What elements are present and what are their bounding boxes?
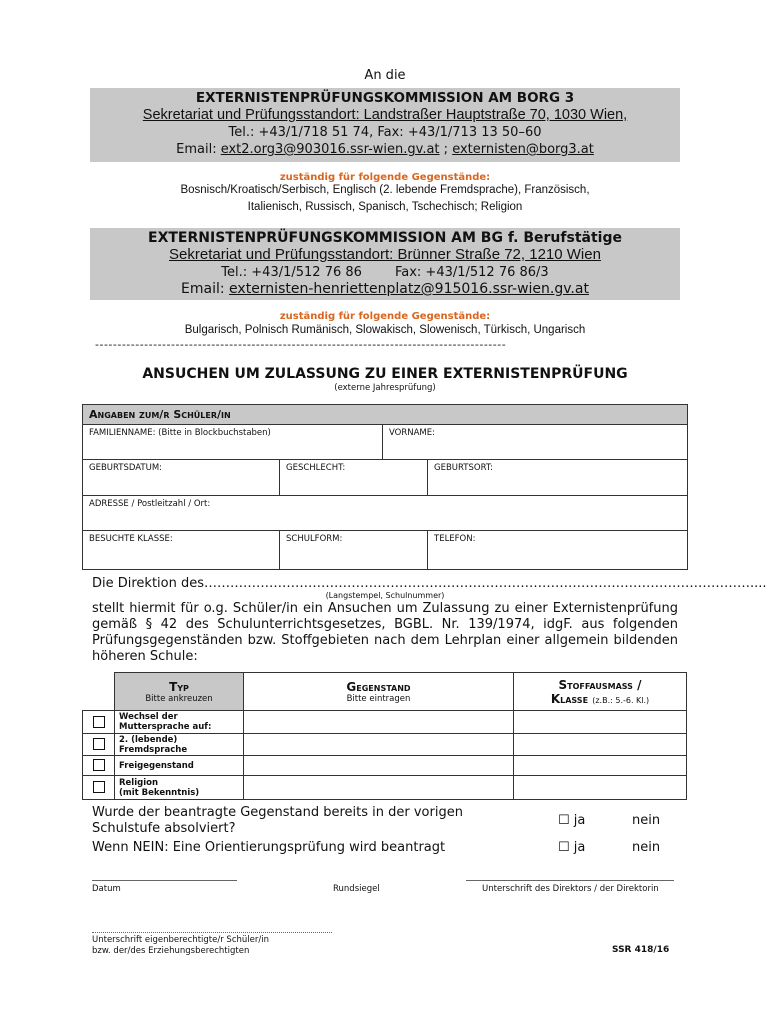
gegenstand-input[interactable] xyxy=(244,776,514,800)
form-row xyxy=(83,531,687,569)
subjects-line: Italienisch, Russisch, Spanisch, Tschechisch; Religion xyxy=(247,201,523,213)
email-label: Email: xyxy=(181,281,230,297)
commission-box-bg-berufstaetige xyxy=(90,228,680,300)
question-previous-grade xyxy=(92,805,512,837)
checkbox[interactable] xyxy=(93,716,105,728)
commission-box-borg3 xyxy=(90,88,680,162)
familienname-field[interactable] xyxy=(83,425,383,459)
email-link[interactable]: ext2.org3@903016.ssr-wien.gv.at xyxy=(220,142,440,157)
question-line: Wurde der beantragte Gegenstand bereits in der vorigen xyxy=(92,805,463,820)
form-code: SSR 418/16 xyxy=(612,945,670,955)
student-form-header: Angaben zum/r Schüler/in xyxy=(83,405,687,425)
rundsiegel-label: Rundsiegel xyxy=(333,884,380,894)
responsible-label: zuständig für folgende Gegenstände: xyxy=(279,311,491,322)
field-label: SCHULFORM: xyxy=(286,534,343,544)
typ-line: Religion xyxy=(119,777,159,788)
commission-location: Sekretariat und Prüfungsstandort: Landstraßer Hauptstraße 70, 1030 Wien, xyxy=(142,107,628,123)
direktion-line: Die Direktion des……………………………………………………………………………………………………………….... xyxy=(92,576,767,591)
checkbox-cell[interactable] xyxy=(83,711,115,734)
klasse-field[interactable] xyxy=(83,531,280,569)
table-row xyxy=(83,734,687,756)
email-link[interactable]: externisten-henriettenplatz@915016.ssr-wien.gv.at xyxy=(229,281,589,297)
commission-email-line xyxy=(90,141,680,158)
subjects-line: Bulgarisch, Polnisch Rumänisch, Slowakisch, Slowenisch, Türkisch, Ungarisch xyxy=(184,324,586,336)
stoff-title: Stoffausmaß / xyxy=(558,677,642,692)
empty-corner xyxy=(83,673,115,711)
table-row xyxy=(83,756,687,776)
gegenstand-header xyxy=(244,673,514,711)
gegenstand-input[interactable] xyxy=(244,711,514,734)
typ-line: Wechsel der xyxy=(119,712,178,722)
application-paragraph: stellt hiermit für o.g. Schüler/in ein Ansuchen um Zulassung zu einer Externistenprüfung gemäß § 42 des Schulunterrichtsgesetzes, BGBL. Nr. 139/1974, idgF. aus folgenden Prüfungsgegenständen bzw. Stoffgebieten nach dem Lehrplan einer allgemein bildenden höheren Schule: xyxy=(92,601,678,664)
gegenstand-subtitle: Bitte eintragen xyxy=(346,693,411,704)
field-label: FAMILIENNAME: (Bitte in Blockbuchstaben) xyxy=(89,428,271,438)
commission-title: EXTERNISTENPRÜFUNGSKOMMISSION AM BORG 3 xyxy=(195,90,575,106)
field-label: BESUCHTE KLASSE: xyxy=(89,534,173,544)
guardian-signature-line[interactable] xyxy=(92,932,332,933)
stoff-input[interactable] xyxy=(514,776,687,800)
field-label: VORNAME: xyxy=(389,428,436,438)
adresse-field[interactable] xyxy=(83,496,687,530)
checkbox[interactable] xyxy=(93,738,105,750)
typ-line: Muttersprache auf: xyxy=(119,722,212,732)
gegenstand-input[interactable] xyxy=(244,756,514,776)
subjects-list xyxy=(0,322,770,339)
dashed-divider: -------------------------------------------------------------------------------------------- xyxy=(95,338,507,351)
typ-subtitle: Bitte ankreuzen xyxy=(145,693,213,704)
klasse-note: (z.B.: 5.-6. Kl.) xyxy=(592,695,650,705)
commission-email-line xyxy=(90,281,680,298)
commission-location: Sekretariat und Prüfungsstandort: Brünner Straße 72, 1210 Wien xyxy=(169,246,601,263)
commission-title: EXTERNISTENPRÜFUNGSKOMMISSION AM BG f. Berufstätige xyxy=(148,230,622,246)
typ-label xyxy=(115,734,244,756)
form-row xyxy=(83,425,687,460)
director-signature-label: Unterschrift des Direktors / der Direktorin xyxy=(482,884,659,894)
schulform-field[interactable] xyxy=(280,531,428,569)
gegenstand-title: Gegenstand xyxy=(346,679,411,694)
typ-line: (mit Bekenntnis) xyxy=(119,787,200,798)
commission-phone: Tel.: +43/1/512 76 86 Fax: +43/1/512 76 86/3 xyxy=(221,265,549,280)
nein-option[interactable]: nein xyxy=(632,813,661,828)
checkbox-cell[interactable] xyxy=(83,776,115,800)
telefon-field[interactable] xyxy=(428,531,687,569)
field-label: GESCHLECHT: xyxy=(286,463,346,473)
typ-title: Typ xyxy=(169,679,189,694)
email-label: Email: xyxy=(176,142,221,157)
typ-line: Freigegenstand xyxy=(119,760,194,771)
field-label: GEBURTSORT: xyxy=(434,463,493,473)
form-subtitle: (externe Jahresprüfung) xyxy=(334,383,436,393)
klasse-label: Klasse xyxy=(550,691,589,706)
form-row xyxy=(83,496,687,531)
stamp-note: (Langstempel, Schulnummer) xyxy=(325,591,445,600)
guardian-label-line: Unterschrift eigenberechtigte/r Schüler/in xyxy=(92,935,269,945)
guardian-signature-label xyxy=(92,935,269,957)
typ-line: 2. (lebende) xyxy=(119,734,178,745)
typ-label xyxy=(115,776,244,800)
gegenstand-input[interactable] xyxy=(244,734,514,756)
recipient-heading: An die xyxy=(364,68,406,83)
geburtsdatum-field[interactable] xyxy=(83,460,280,495)
table-row xyxy=(83,776,687,800)
klasse-title xyxy=(514,692,686,706)
question-orientation-exam: Wenn NEIN: Eine Orientierungsprüfung wird beantragt xyxy=(92,840,446,855)
subjects-list xyxy=(0,182,770,216)
stoff-header xyxy=(514,673,687,711)
commission-phone: Tel.: +43/1/718 51 74, Fax: +43/1/713 13 50–60 xyxy=(228,125,542,140)
stoff-input[interactable] xyxy=(514,734,687,756)
director-signature-line[interactable] xyxy=(466,880,674,881)
subject-table xyxy=(82,672,687,800)
nein-option[interactable]: nein xyxy=(632,840,661,855)
geschlecht-field[interactable] xyxy=(280,460,428,495)
form-title: ANSUCHEN UM ZULASSUNG ZU EINER EXTERNISTENPRÜFUNG xyxy=(142,366,628,382)
checkbox[interactable] xyxy=(93,759,105,771)
checkbox-cell[interactable] xyxy=(83,756,115,776)
student-info-form xyxy=(82,404,688,570)
field-label: ADRESSE / Postleitzahl / Ort: xyxy=(89,499,211,509)
checkbox-cell[interactable] xyxy=(83,734,115,756)
email-link[interactable]: externisten@borg3.at xyxy=(452,142,594,157)
checkbox[interactable] xyxy=(93,781,105,793)
field-label: TELEFON: xyxy=(434,534,476,544)
datum-label: Datum xyxy=(92,884,121,894)
typ-label xyxy=(115,711,244,734)
typ-header xyxy=(115,673,244,711)
datum-signature-line[interactable] xyxy=(92,880,237,881)
email-separator: ; xyxy=(439,142,453,157)
geburtsort-field[interactable] xyxy=(428,460,687,495)
typ-label xyxy=(115,756,244,776)
vorname-field[interactable] xyxy=(383,425,687,459)
stoff-input[interactable] xyxy=(514,756,687,776)
subjects-line: Bosnisch/Kroatisch/Serbisch, Englisch (2. lebende Fremdsprache), Französisch, xyxy=(180,184,590,196)
guardian-label-line: bzw. der/des Erziehungsberechtigten xyxy=(92,946,250,956)
table-row xyxy=(83,711,687,734)
typ-line: Fremdsprache xyxy=(119,744,188,755)
form-row xyxy=(83,460,687,496)
question-line: Schulstufe absolviert? xyxy=(92,821,236,836)
ja-option[interactable]: ☐ ja xyxy=(558,840,586,855)
field-label: GEBURTSDATUM: xyxy=(89,463,163,473)
responsible-label: zuständig für folgende Gegenstände: xyxy=(279,172,491,183)
ja-option[interactable]: ☐ ja xyxy=(558,813,586,828)
stoff-input[interactable] xyxy=(514,711,687,734)
